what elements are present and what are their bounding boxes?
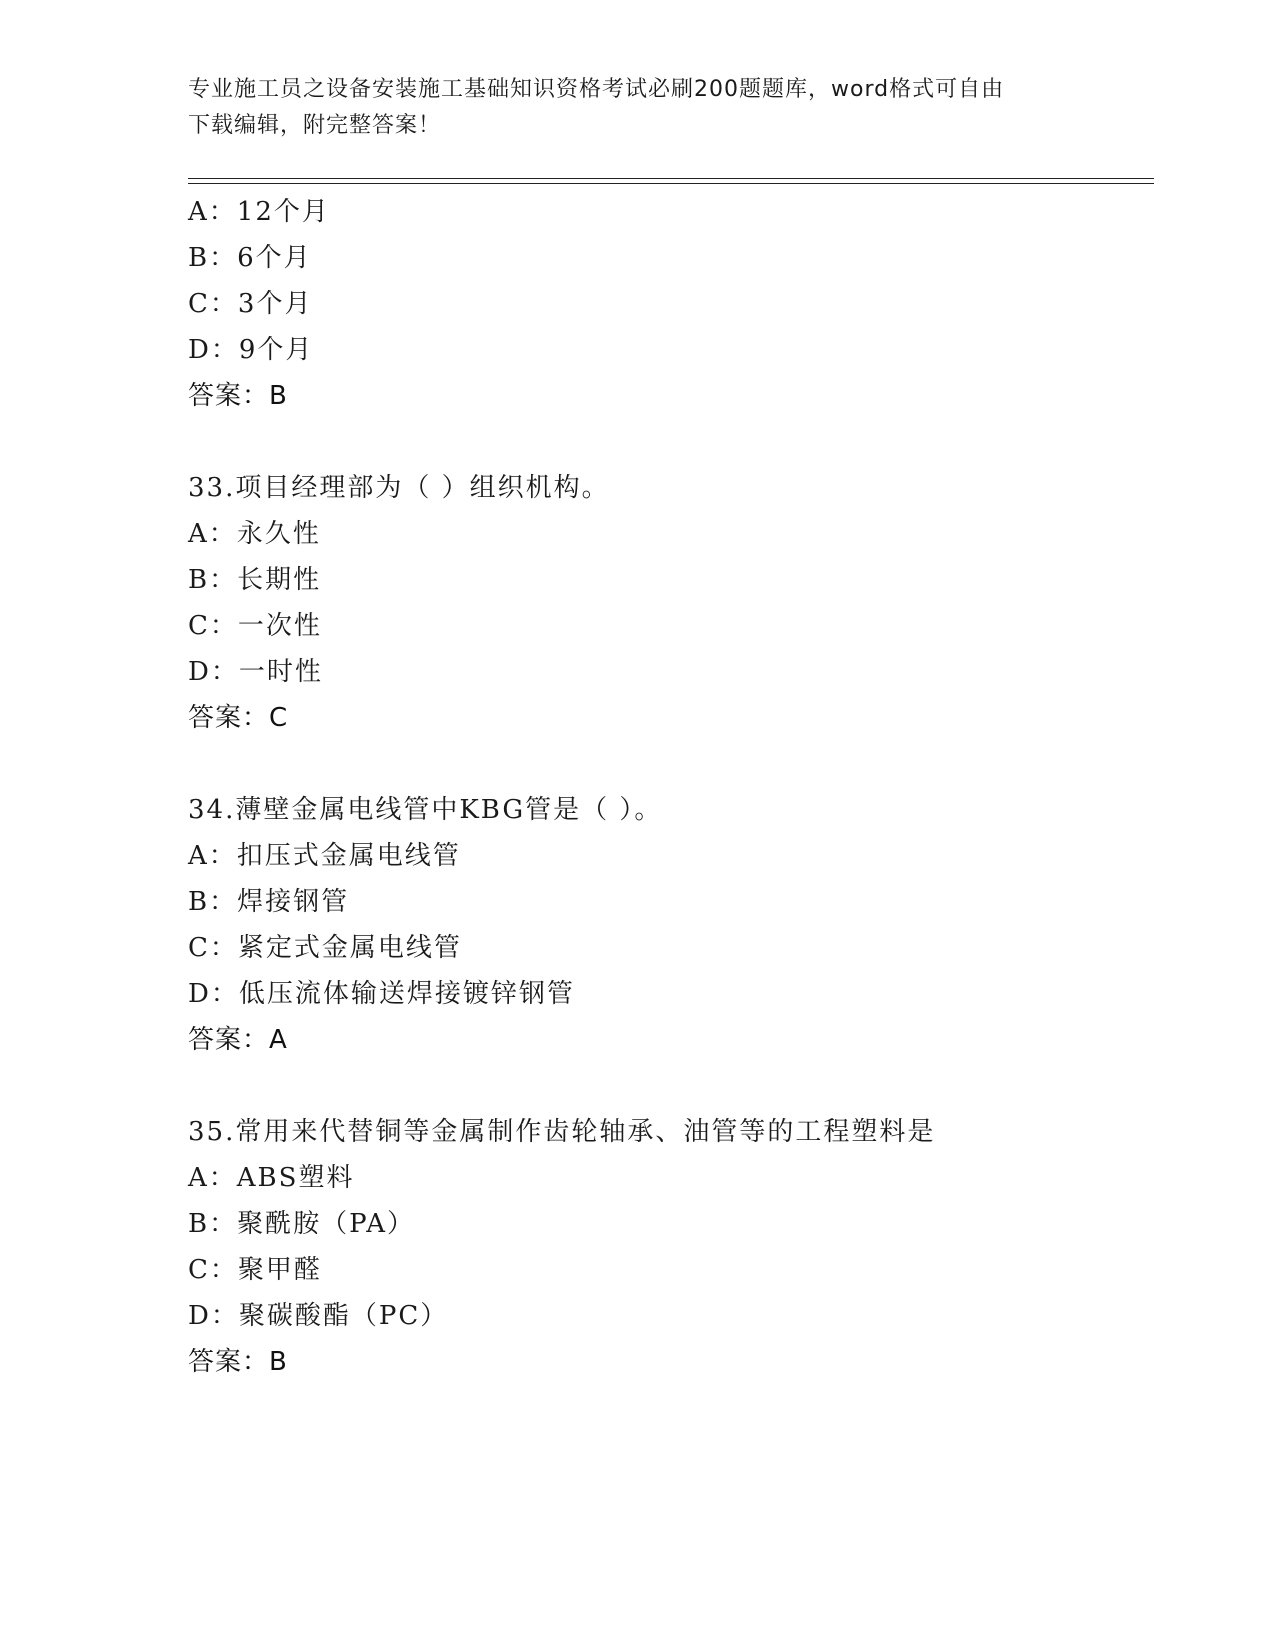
option-text: 低压流体输送焊接镀锌钢管 — [238, 979, 575, 1009]
option-key: A： — [188, 1163, 237, 1193]
question-32-continued — [188, 189, 1154, 419]
option-text: ABS塑料 — [236, 1163, 355, 1193]
option-key: C： — [188, 1255, 238, 1285]
option-d — [188, 327, 1154, 373]
question-33 — [188, 465, 1154, 741]
answer-value: C — [269, 703, 289, 733]
answer-value: B — [269, 381, 288, 411]
question-35 — [188, 1109, 1154, 1385]
option-b — [188, 1201, 1154, 1247]
option-text: 12个月 — [236, 197, 330, 227]
option-key: A： — [188, 841, 237, 871]
option-key: D： — [188, 657, 239, 687]
option-text: 长期性 — [237, 565, 322, 595]
option-key: D： — [188, 1301, 239, 1331]
option-key: B： — [188, 1209, 238, 1239]
answer-value: A — [269, 1025, 288, 1055]
option-text: 一时性 — [238, 657, 323, 687]
question-stem: 35.常用来代替铜等金属制作齿轮轴承、油管等的工程塑料是 — [188, 1117, 936, 1147]
option-text: 扣压式金属电线管 — [236, 841, 461, 871]
option-key: B： — [188, 565, 238, 595]
option-text: 一次性 — [237, 611, 322, 641]
option-c — [188, 281, 1154, 327]
header-line-1: 专业施工员之设备安装施工基础知识资格考试必刷200题题库，word格式可自由 — [188, 77, 1005, 102]
option-key: D： — [188, 335, 239, 365]
option-a — [188, 189, 1154, 235]
option-a — [188, 511, 1154, 557]
header-line-2: 下载编辑，附完整答案！ — [188, 113, 442, 138]
option-key: B： — [188, 243, 238, 273]
option-text: 聚甲醛 — [237, 1255, 322, 1285]
option-text: 紧定式金属电线管 — [237, 933, 462, 963]
option-key: C： — [188, 611, 238, 641]
answer-label: 答案： — [188, 381, 270, 411]
question-stem: 34.薄壁金属电线管中KBG管是（ ）。 — [188, 795, 663, 825]
option-a — [188, 1155, 1154, 1201]
question-list — [188, 189, 1154, 1385]
option-b — [188, 879, 1154, 925]
option-key: A： — [188, 519, 237, 549]
option-key: C： — [188, 933, 238, 963]
document-header — [188, 72, 1088, 144]
question-34 — [188, 787, 1154, 1063]
answer-line — [188, 373, 1154, 419]
option-text: 聚碳酸酯（PC） — [238, 1301, 449, 1331]
question-stem: 33.项目经理部为（ ）组织机构。 — [188, 473, 610, 503]
option-key: D： — [188, 979, 239, 1009]
option-d — [188, 649, 1154, 695]
answer-label: 答案： — [188, 703, 270, 733]
option-c — [188, 603, 1154, 649]
option-key: B： — [188, 887, 238, 917]
option-c — [188, 925, 1154, 971]
header-divider-top — [188, 178, 1154, 179]
option-text: 3个月 — [237, 289, 313, 319]
answer-value: B — [269, 1347, 288, 1377]
option-c — [188, 1247, 1154, 1293]
option-b — [188, 235, 1154, 281]
option-b — [188, 557, 1154, 603]
option-text: 永久性 — [236, 519, 321, 549]
answer-line — [188, 695, 1154, 741]
option-d — [188, 1293, 1154, 1339]
answer-label: 答案： — [188, 1347, 270, 1377]
option-key: A： — [188, 197, 237, 227]
option-text: 9个月 — [238, 335, 314, 365]
option-text: 聚酰胺（PA） — [237, 1209, 415, 1239]
header-divider-bottom — [188, 183, 1154, 184]
option-text: 焊接钢管 — [237, 887, 350, 917]
option-key: C： — [188, 289, 238, 319]
option-text: 6个月 — [237, 243, 312, 273]
answer-line — [188, 1017, 1154, 1063]
option-a — [188, 833, 1154, 879]
answer-line — [188, 1339, 1154, 1385]
answer-label: 答案： — [188, 1025, 270, 1055]
option-d — [188, 971, 1154, 1017]
